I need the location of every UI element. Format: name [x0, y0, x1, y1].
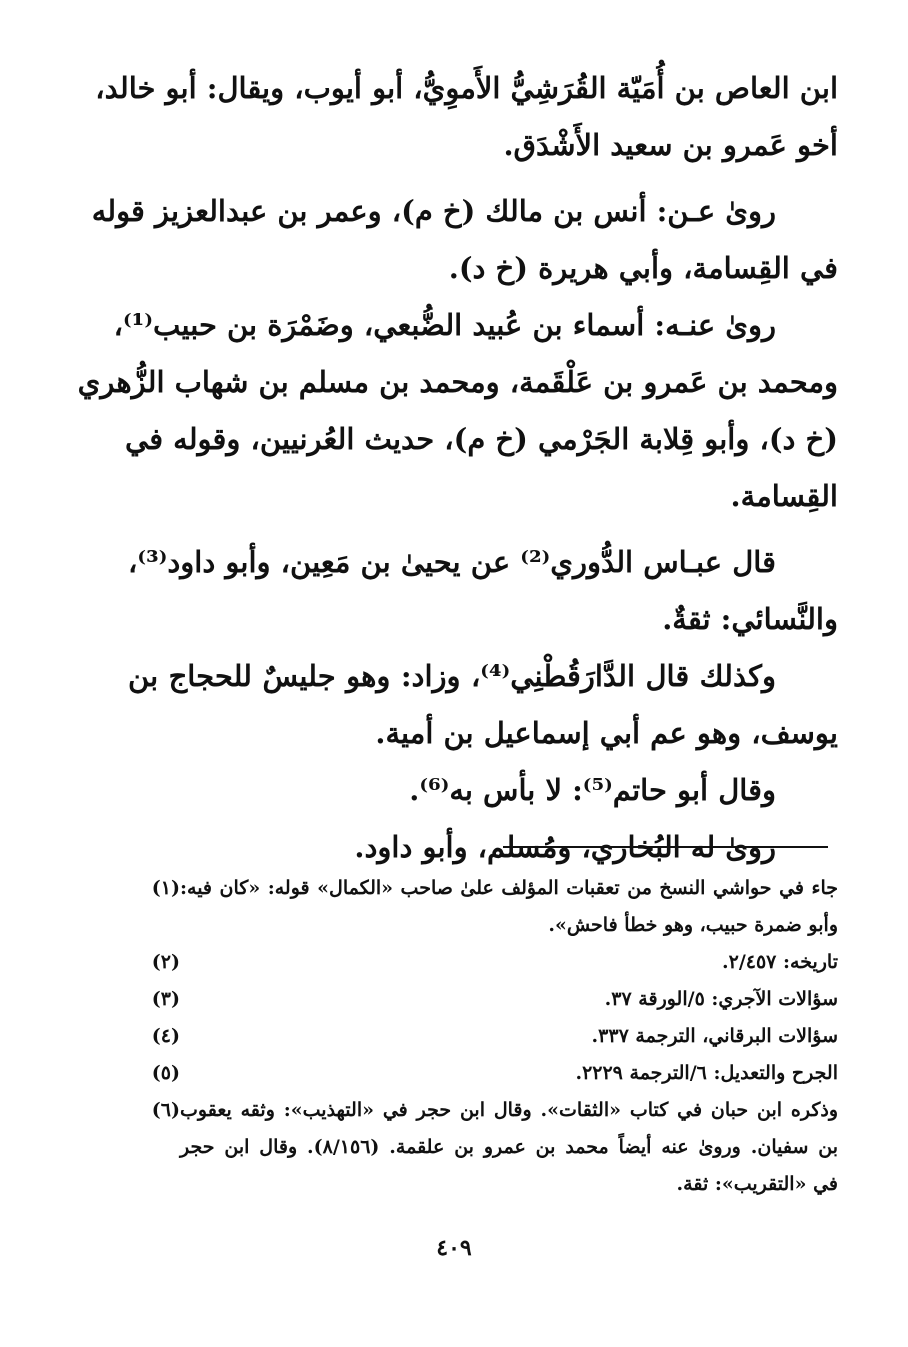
text-line: والنَّسائي: ثقةٌ.	[662, 602, 838, 636]
footnote-line: الجرح والتعديل: ٦/الترجمة ٢٢٢٩.	[575, 1062, 838, 1084]
footnote-line: في «التقريب»: ثقة.	[676, 1173, 838, 1195]
footnote-number: (٥)	[151, 1062, 180, 1084]
page-number: ٤٠٩	[436, 1235, 472, 1261]
text-line: روىٰ له البُخاري، ومُسلم، وأبو داود.	[354, 830, 776, 864]
footnote-line: سؤالات البرقاني، الترجمة ٣٣٧.	[591, 1025, 838, 1047]
text-line: يوسف، وهو عم أبي إسماعيل بن أمية.	[375, 716, 838, 750]
footnote	[128, 1055, 838, 1092]
footnote-number: (١)	[151, 877, 180, 899]
text-line: ابن العاص بن أُمَيّة القُرَشِيُّ الأَموِيُّ، أبو أيوب، ويقال: أبو خالد،	[95, 71, 838, 105]
footnote	[128, 1018, 838, 1055]
footnote-line: بن سفيان. وروىٰ عنه أيضاً محمد بن عمرو بن علقمة. (٨/١٥٦). وقال ابن حجر	[180, 1136, 839, 1158]
footnote-line: وذكره ابن حبان في كتاب «الثقات». وقال ابن حجر في «التهذيب»: وثقه يعقوب	[180, 1099, 838, 1121]
text-line: وقال أبو حاتم⁽⁵⁾: لا بأس به⁽⁶⁾.	[409, 773, 776, 807]
footnote	[128, 870, 838, 944]
text-line: (خ د)، وأبو قِلابة الجَرْمي (خ م)، حديث العُرنيين، وقوله في	[125, 422, 838, 456]
footnote-divider	[503, 846, 828, 848]
footnote-number: (٤)	[151, 1025, 180, 1047]
footnote-line: وأبو ضمرة حبيب، وهو خطأ فاحش».	[548, 914, 838, 936]
text-line: أخو عَمرو بن سعيد الأَشْدَق.	[503, 128, 838, 162]
text-line: قال عبـاس الدُّوري⁽²⁾ عن يحيىٰ بن مَعِين، وأبو داود⁽³⁾،	[128, 545, 776, 579]
footnote	[128, 981, 838, 1018]
text-line: في القِسامة، وأبي هريرة (خ د).	[448, 251, 838, 285]
text-line: روىٰ عـن: أنس بن مالك (خ م)، وعمر بن عبدالعزيز قوله	[91, 194, 776, 228]
footnote-number: (٣)	[151, 988, 180, 1010]
footnote-number: (٦)	[151, 1099, 180, 1121]
footnote-number: (٢)	[151, 951, 180, 973]
text-line: ومحمد بن عَمرو بن عَلْقَمة، ومحمد بن مسلم بن شهاب الزُّهري	[77, 365, 838, 399]
footnote-line: تاريخه: ٢/٤٥٧.	[721, 951, 838, 973]
footnote	[128, 1092, 838, 1203]
footnote-line: سؤالات الآجري: ٥/الورقة ٣٧.	[604, 988, 838, 1010]
text-line: روىٰ عنـه: أسماء بن عُبيد الضُّبعي، وضَمْرَة بن حبيب⁽¹⁾،	[113, 308, 776, 342]
footnotes	[128, 870, 838, 1203]
main-text	[77, 60, 838, 876]
footnote-line: جاء في حواشي النسخ من تعقبات المؤلف علىٰ صاحب «الكمال» قوله: «كان فيه:	[180, 877, 838, 899]
footnote	[128, 944, 838, 981]
text-line: القِسامة.	[730, 479, 838, 513]
text-line: وكذلك قال الدَّارَقُطْنِي⁽⁴⁾، وزاد: وهو جليسٌ للحجاج بن	[128, 659, 776, 693]
